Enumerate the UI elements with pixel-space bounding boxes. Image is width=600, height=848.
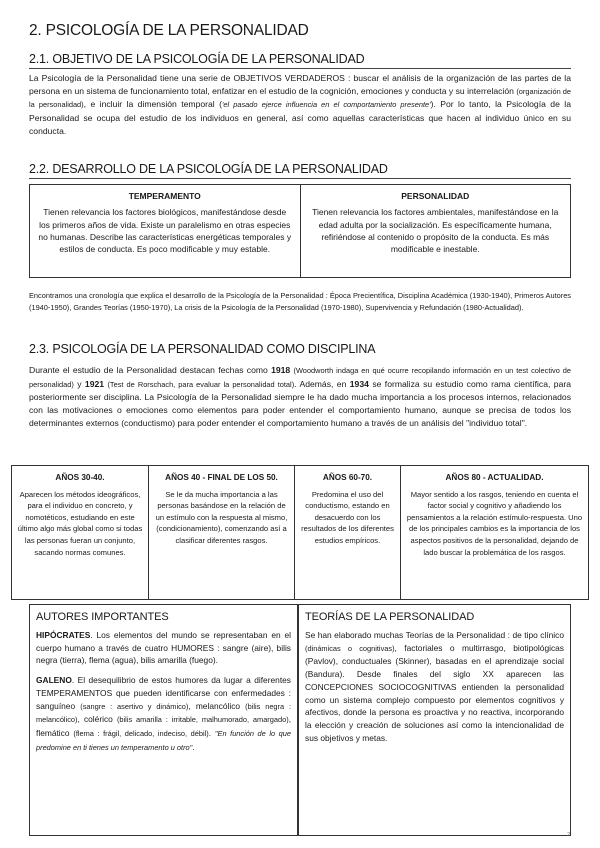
year-1921: 1921 [84, 378, 105, 389]
objetivo-paragraph [29, 72, 571, 138]
period-header: AÑOS 40 - FINAL DE LOS 50. [165, 473, 278, 482]
period-header: AÑOS 30-40. [55, 473, 105, 482]
objetivo-small-note: (organización de la personalidad) [29, 86, 571, 110]
temperament-header: TEMPERAMENTO [128, 191, 201, 201]
period-column [294, 466, 400, 599]
galeno-text-1: . El desequilibrio de estos humores da lugar a diferentes TEMPERAMENTOS que pueden identificarse con enfermedades : sanguíneo [36, 675, 291, 711]
year-1918: 1918 [271, 365, 291, 375]
galeno-text-4: , flemático [36, 714, 292, 738]
theories-box [298, 604, 571, 836]
galeno-note-3: (bilis amarilla : irritable, malhumorado, amargado) [116, 715, 289, 725]
disciplina-paragraph [29, 364, 571, 430]
hipocrates-text: . Los elementos del mundo se representaban en el cuerpo humano a través de cuatro HUMORES : sangre (aire), bilis negra (tierra), flema (agua), bilis amarilla (fuego). [36, 630, 291, 666]
period-text: Aparecen los métodos ideográficos, para el individuo en concreto, y nomotéticos, estudiando en este último algo más global como si todas las personas fueran un conjunto, sacando normas comunes. [17, 489, 143, 557]
periods-table [11, 465, 589, 600]
theories-text-1: Se han elaborado muchas Teorías de la Personalidad : de tipo clínico [305, 630, 564, 640]
galeno-note-1: (sangre : asertivo y dinámico) [80, 701, 189, 711]
page-title: 2. PSICOLOGÍA DE LA PERSONALIDAD [29, 22, 309, 39]
period-text: Predomina el uso del conductismo, estando en desacuerdo con los resultados de los diferentes estudios empíricos. [301, 489, 394, 545]
disciplina-text-1: Durante el estudio de la Personalidad destacan fechas como [29, 365, 272, 375]
theories-title: TEORÍAS DE LA PERSONALIDAD [305, 611, 475, 623]
temperament-text: Tienen relevancia los factores biológicos, manifestándose desde los primeros años de vida. Existe un paralelismo en otras especies no humanas. Describe las características energéticas temporales y estilos de conducta. Es poco modificable y muy estable. [38, 207, 292, 255]
temperament-column [30, 185, 300, 277]
temperament-personality-table [29, 184, 571, 278]
authors-box [29, 604, 298, 836]
objetivo-text-2: , e incluir la dimensión temporal ( [83, 99, 222, 110]
period-column [400, 466, 588, 599]
personality-column [300, 185, 571, 277]
section-heading-disciplina: 2.3. PSICOLOGÍA DE LA PERSONALIDAD COMO DISCIPLINA [29, 342, 376, 356]
hipocrates-name: HIPÓCRATES [36, 630, 91, 640]
period-column [148, 466, 294, 599]
objetivo-italic-quote: 'el pasado ejerce influencia en el comportamiento presente' [222, 100, 431, 110]
authors-title: AUTORES IMPORTANTES [36, 611, 169, 623]
galeno-text-6: . [192, 741, 195, 752]
woodworth-note: (Woodworth indaga en qué ocurre recopilando información en un test colectivo de personalidad) [29, 366, 572, 389]
objetivo-text-3: ). Por lo tanto, la Psicología de la Personalidad se ocupa del estudio de los individuos en general, así como aquellas características que hacen al individuo único en su conducta. [29, 99, 571, 136]
disciplina-text-4: se formaliza su estudio como rama científica, para posteriormente ser disciplina. La Psicología de la Personalidad siempre le ha dado mucha importancia a los procesos internos, relacionados con las motivaciones o emociones como elementos para poder entender el comportamiento humano, aunque se precisa de todos los determinantes externos (conductismo) para poder entender el comportamiento humano a través de un análisis del "individuo total". [29, 378, 572, 428]
theories-note: (dinámicas o cognitivas) [305, 643, 395, 653]
galeno-quote: "En función de lo que predomine en ti tienes un temperamento u otro" [36, 728, 291, 752]
page-number: 2 [567, 832, 570, 838]
period-text: Se le da mucha importancia a las personas basándose en la relación de un estímulo con la respuesta al mismo, (condicionamiento), comenzando así a clasificar diferentes rasgos. [155, 489, 288, 545]
galeno-name: GALENO [36, 675, 72, 686]
disciplina-text-2: y [73, 378, 85, 389]
chronology-paragraph: Encontramos una cronología que explica el desarrollo de la Psicología de la Personalidad : Época Precientífica, Disciplina Académica (1930-1940), Primeros Autores (1940-1950), Grandes Teorías (1950-1970), La crisis de la Psicología de la Personalidad (1970-1980), Supervivencia y Refundación (1980-Actualidad). [29, 291, 571, 312]
year-1934: 1934 [349, 378, 369, 389]
galeno-text-3: , colérico [77, 714, 117, 725]
personality-header: PERSONALIDAD [401, 191, 470, 201]
period-header: AÑOS 80 - ACTUALIDAD. [445, 473, 544, 482]
personality-text: Tienen relevancia los factores ambientales, manifestándose en la edad adulta por la socialización. Es específicamente humana, refiriéndose al contenido o propósito de la conducta. Es más modificable e inestable. [312, 207, 559, 255]
section-heading-objetivo: 2.1. OBJETIVO DE LA PSICOLOGÍA DE LA PERSONALIDAD [29, 52, 571, 69]
galeno-note-2: (bilis negra : melancólico) [36, 701, 292, 725]
theories-paragraph [305, 629, 564, 744]
period-header: AÑOS 60-70. [322, 473, 373, 482]
galeno-paragraph [36, 674, 291, 754]
period-column [12, 466, 148, 599]
disciplina-text-3: . Además, en [294, 378, 350, 389]
objetivo-text-1: La Psicología de la Personalidad tiene una serie de OBJETIVOS VERDADEROS : buscar el análisis de la organización de las partes de la persona en un sistema de funcionamiento total, enfatizar en el estudio de la cognición, emociones y conducta y su interrelación [29, 73, 571, 96]
rorschach-note: (Test de Rorschach, para evaluar la personalidad total) [107, 379, 295, 389]
galeno-note-4: (flema : frágil, delicado, indeciso, débil) [73, 728, 209, 738]
period-text: Mayor sentido a los rasgos, teniendo en cuenta el factor social y cognitivo y añadiendo los pensamientos a la relación estímulo-respuesta. Uno de los principales cambios es la importancia de los aspectos positivos de la personalidad, dejando de lado buscar la problemática de los rasgos. [406, 489, 583, 557]
section-heading-desarrollo: 2.2. DESARROLLO DE LA PSICOLOGÍA DE LA PERSONALIDAD [29, 162, 571, 179]
galeno-text-2: , melancólico [188, 700, 246, 711]
hipocrates-paragraph [36, 629, 291, 667]
theories-text-2: , factoriales o multirrasgo, biotipológicas (Pavlov), conductuales (Skinner), basadas en el aprendizaje social (Bandura). Desde finales del siglo XX aparecen las CONCEPCIONES SOCIOCOGNITIVAS entienden la personalidad como un sistema complejo compuesto por elementos cognitivos y afectivos, donde la persona es proactiva y no reactiva, incorporando la elección y creación de soluciones así como la intencionalidad de sus objetivos y metas. [305, 642, 564, 743]
galeno-text-5: . [208, 727, 215, 738]
